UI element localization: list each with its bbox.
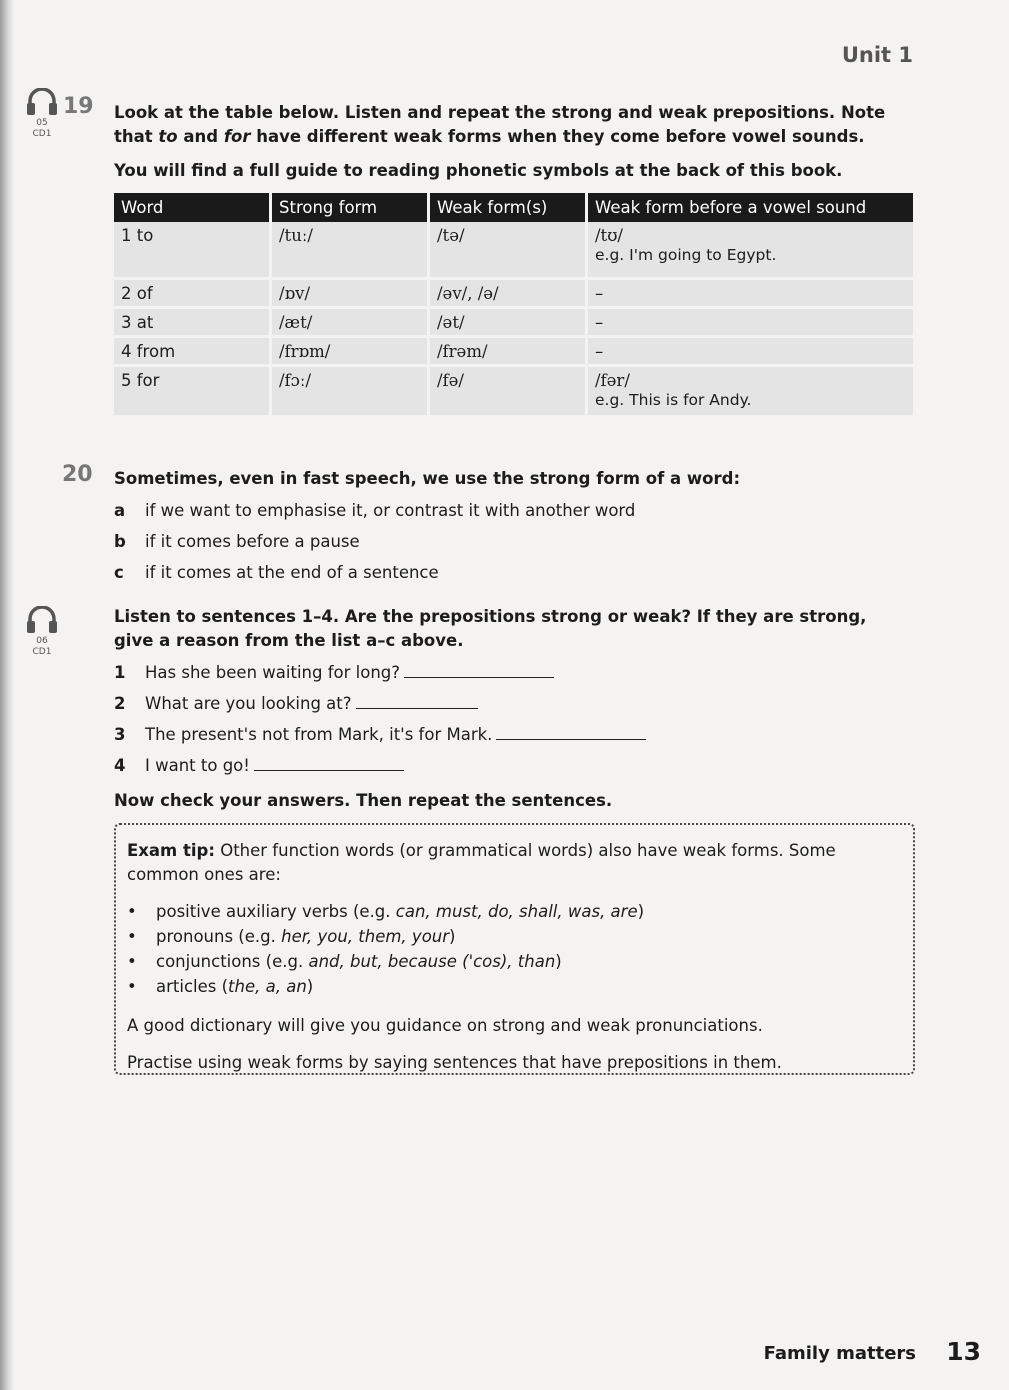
exam-tip-intro	[127, 839, 897, 887]
table-row	[114, 336, 913, 365]
table-cell-weak: /əv/, /ə/	[429, 278, 587, 307]
table-cell-weak: /frəm/	[429, 336, 587, 365]
page-number: 13	[946, 1337, 981, 1366]
unit-label: Unit 1	[841, 43, 913, 67]
list-item-letter: c	[114, 563, 124, 582]
table-cell-strong: /frɒm/	[271, 336, 429, 365]
list-item	[114, 725, 646, 749]
table-cell-weak: /fə/	[429, 365, 587, 416]
sentence-number: 1	[114, 663, 126, 682]
table-cell-weak: /ət/	[429, 307, 587, 336]
table-cell-word: 2 of	[114, 278, 271, 307]
exercise-19-intro-text: Look at the table below. Listen and repeat the strong and weak prepositions. Note that to and for have different weak forms when they come before vowel sounds.	[114, 103, 886, 146]
headphones-icon	[26, 606, 58, 634]
exam-tip-practise: Practise using weak forms by saying sentences that have prepositions in them.	[127, 1053, 782, 1072]
table-row	[114, 278, 913, 307]
list-item: • articles (the, a, an)	[127, 977, 314, 996]
list-item-text: if it comes at the end of a sentence	[145, 563, 439, 582]
sentence-number: 2	[114, 694, 126, 713]
table-cell-weak: /tə/	[429, 222, 587, 278]
exam-tip-text: Other function words (or grammatical words) also have weak forms. Some common ones are:	[127, 841, 836, 884]
exercise-20-check: Now check your answers. Then repeat the sentences.	[114, 791, 613, 810]
audio-track-06[interactable]	[22, 606, 62, 658]
sentence-text: What are you looking at?	[145, 694, 352, 713]
table-cell-weak-vowel	[587, 222, 914, 278]
list-item	[114, 663, 554, 687]
sentence-number: 3	[114, 725, 126, 744]
answer-blank[interactable]	[404, 676, 554, 678]
list-item: • positive auxiliary verbs (e.g. can, must, do, shall, was, are)	[127, 902, 645, 921]
exercise-19-intro	[114, 101, 914, 149]
column-header-weak-before-vowel: Weak form before a vowel sound	[587, 193, 914, 222]
table-row	[114, 365, 913, 416]
audio-track-number: 05	[36, 118, 48, 128]
list-item-text: if it comes before a pause	[145, 532, 360, 551]
exam-tip-box	[114, 823, 915, 1075]
column-header-weak: Weak form(s)	[429, 193, 587, 222]
exercise-19-number: 19	[63, 94, 94, 119]
table-row	[114, 222, 913, 278]
bullet-icon: •	[127, 927, 137, 946]
list-item-text: if we want to emphasise it, or contrast it with another word	[145, 501, 636, 520]
table-cell-weak-vowel: –	[587, 278, 914, 307]
audio-cd-label: CD1	[32, 129, 52, 139]
sentence-text: The present's not from Mark, it's for Mark.	[145, 725, 493, 744]
sentence-text: Has she been waiting for long?	[145, 663, 401, 682]
list-item	[114, 532, 360, 556]
headphones-icon	[26, 88, 58, 116]
weak-vowel-example: e.g. I'm going to Egypt.	[595, 246, 777, 264]
audio-track-number: 06	[36, 636, 48, 646]
list-item	[114, 756, 404, 780]
table-cell-word: 3 at	[114, 307, 271, 336]
table-cell-weak-vowel: –	[587, 336, 914, 365]
bullet-icon: •	[127, 902, 137, 921]
table-cell-word: 5 for	[114, 365, 271, 416]
list-item-letter: b	[114, 532, 126, 551]
audio-track-05[interactable]	[22, 88, 62, 140]
list-item-letter: a	[114, 501, 126, 520]
exercise-20-task: Listen to sentences 1–4. Are the prepositions strong or weak? If they are strong, give a reason from the list a–c above.	[114, 607, 867, 650]
list-item	[114, 563, 439, 587]
answer-blank[interactable]	[254, 769, 404, 771]
table-cell-word: 1 to	[114, 222, 271, 278]
table-row	[114, 307, 913, 336]
exercise-19-guide-note: You will find a full guide to reading phonetic symbols at the back of this book.	[114, 161, 843, 180]
bullet-icon: •	[127, 977, 137, 996]
bullet-icon: •	[127, 952, 137, 971]
table-cell-strong: /ɒv/	[271, 278, 429, 307]
table-cell-strong: /æt/	[271, 307, 429, 336]
answer-blank[interactable]	[356, 707, 478, 709]
prepositions-table	[114, 193, 913, 418]
weak-vowel-form: /fər/	[595, 370, 630, 390]
weak-vowel-example: e.g. This is for Andy.	[595, 390, 752, 409]
exercise-20-number: 20	[62, 462, 93, 487]
answer-blank[interactable]	[496, 738, 646, 740]
chapter-title: Family matters	[763, 1343, 916, 1364]
list-item: • pronouns (e.g. her, you, them, your)	[127, 927, 456, 946]
weak-vowel-form: /tʊ/	[595, 226, 623, 245]
table-header-row	[114, 193, 913, 222]
book-spine-shadow	[0, 0, 14, 1390]
sentence-text: I want to go!	[145, 756, 250, 775]
exercise-20-intro: Sometimes, even in fast speech, we use the strong form of a word:	[114, 469, 741, 488]
list-item: • conjunctions (e.g. and, but, because ('cos), than)	[127, 952, 562, 971]
table-cell-strong: /tuː/	[271, 222, 429, 278]
table-cell-weak-vowel: –	[587, 307, 914, 336]
list-item	[114, 501, 635, 525]
sentence-number: 4	[114, 756, 126, 775]
list-item	[114, 694, 478, 718]
exam-tip-dictionary: A good dictionary will give you guidance on strong and weak pronunciations.	[127, 1016, 763, 1035]
column-header-strong: Strong form	[271, 193, 429, 222]
table-cell-word: 4 from	[114, 336, 271, 365]
audio-cd-label: CD1	[32, 647, 52, 657]
column-header-word: Word	[114, 193, 271, 222]
exam-tip-label: Exam tip:	[127, 841, 215, 860]
table-cell-strong: /fɔː/	[271, 365, 429, 416]
table-cell-weak-vowel	[587, 365, 914, 416]
